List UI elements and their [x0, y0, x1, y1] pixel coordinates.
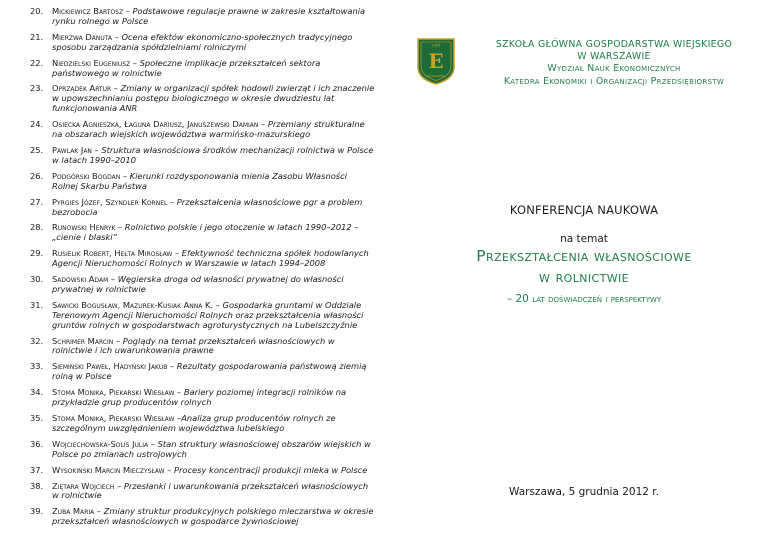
entry-separator: – [115, 222, 125, 233]
entry-body [52, 275, 375, 295]
entry-authors: Pawlak Jan [52, 144, 92, 155]
entry-title: Analiza grup producentów rolnych ze szczególnym uwzględnieniem województwa lubelskiego [52, 413, 336, 433]
logo-letter: E [428, 49, 444, 73]
entry-title: Zmiany struktur produkcyjnych polskiego mleczarstwa w okresie przekształceń własnościowych w gospodarce żywnościowej [52, 506, 374, 527]
program-entry [30, 198, 375, 218]
conference-title-line1: Przekształcenia własnościowe [476, 247, 692, 265]
topic-intro: na temat [560, 233, 608, 245]
program-entry [30, 337, 375, 357]
entry-body [52, 301, 375, 331]
entry-number: 20. [30, 6, 44, 16]
entry-authors: Pyrgies Józef, Szyndler Kornel [52, 196, 168, 207]
conference-title [400, 246, 768, 288]
program-entry [30, 84, 375, 114]
entry-body [52, 172, 375, 192]
entry-body [52, 337, 375, 357]
program-entry [30, 223, 375, 243]
entry-authors: Schrimer Marcin [52, 335, 114, 346]
entry-authors: Stoma Monika, Piekarski Wiesław [52, 387, 175, 398]
entry-authors: Osiecka Agnieszka, Łaguna Dariusz, Januszewski Damian [52, 119, 259, 130]
entry-separator: – [167, 196, 177, 207]
entry-title: Rezultaty gospodarowania państwową ziemią rolną w Polsce [52, 361, 367, 382]
entry-number: 33. [30, 361, 44, 372]
entry-authors: Podgórski Bogdan [52, 170, 121, 181]
program-entry [30, 466, 375, 476]
entry-number: 26. [30, 170, 44, 181]
entry-number: 38. [30, 480, 44, 491]
program-entry [30, 33, 375, 53]
contributions-list [30, 7, 375, 533]
entry-separator: – [174, 387, 184, 398]
entry-authors: Rusielik Robert, Hełta Mirosław [52, 248, 173, 259]
school-header [460, 39, 768, 88]
program-entry [30, 7, 375, 27]
entry-number: 37. [30, 464, 44, 475]
entry-number: 23. [30, 83, 44, 94]
entry-authors: Wysokiński Marcin Mieczysław [52, 464, 165, 475]
entry-authors: Runowski Henryk [52, 222, 116, 233]
entry-body [52, 507, 375, 527]
entry-body [52, 466, 375, 476]
entry-number: 31. [30, 299, 44, 310]
entry-separator: – [112, 31, 122, 42]
entry-body [52, 59, 375, 79]
entry-title: Ocena efektów ekonomiczno-społecznych tradycyjnego sposobu zarządzania spółdzielniami rolniczymi [52, 31, 353, 52]
entry-authors: Siemiński Paweł, Hadyński Jakub [52, 361, 168, 372]
entry-separator: – [172, 248, 182, 259]
program-entry [30, 482, 375, 502]
entry-number: 36. [30, 438, 44, 449]
entry-title: Bariery poziomej integracji rolników na przykładzie grup producentów rolnych [52, 387, 347, 408]
entry-number: 25. [30, 144, 44, 155]
entry-authors: Stoma Monika, Piekarski Wiesław [52, 413, 175, 423]
entry-number: 22. [30, 57, 44, 68]
entry-title: Zmiany w organizacji spółek hodowli zwierząt i ich znaczenie w upowszechnianiu postępu biologicznego w okresie dwudziestu lat funkcjonowania ANR [52, 83, 375, 114]
entry-authors: Sadowski Adam [52, 274, 109, 285]
entry-title: Efektywność techniczna spółek hodowlanych Agencji Nieruchomości Rolnych w Warszawie w latach 1994–2008 [52, 248, 369, 269]
entry-body [52, 440, 375, 460]
entry-body [52, 7, 375, 27]
entry-title: Przesłanki i uwarunkowania przekształceń własnościowych w rolnictwie [52, 480, 369, 501]
entry-title: Rolnictwo polskie i jego otoczenie w latach 1990–2012 – „cienie i blaski” [52, 222, 359, 243]
school-name: SZKOŁA GŁÓWNA GOSPODARSTWA WIEJSKIEGO [495, 39, 733, 50]
entry-body [52, 249, 375, 269]
entry-separator: – [167, 361, 177, 372]
program-entry [30, 507, 375, 527]
entry-authors: Ziętara Wojciech [52, 480, 115, 491]
entry-separator: – [113, 335, 123, 346]
entry-separator: – [123, 6, 133, 16]
entry-number: 27. [30, 196, 44, 207]
program-entry [30, 414, 375, 434]
entry-number: 35. [30, 413, 44, 423]
entry-title: Węgierska droga od własności prywatnej do własności prywatnej w rolnictwie [52, 274, 344, 294]
entry-body [52, 33, 375, 53]
entry-body [52, 223, 375, 243]
program-entry [30, 59, 375, 79]
entry-body [52, 198, 375, 218]
entry-separator: – [258, 119, 268, 130]
entry-title: Gospodarka gruntami w Oddziale Terenowym Agencji Nieruchomości Rolnych oraz przekształcenia własności gruntów rolnych w gospodarstwach agroturystycznych na Lubelszczyźnie [52, 299, 364, 330]
program-entry [30, 440, 375, 460]
entry-separator: – [130, 57, 140, 68]
entry-number: 30. [30, 274, 44, 285]
entry-separator: – [94, 506, 104, 517]
entry-separator: – [213, 299, 223, 310]
entry-body [52, 388, 375, 408]
program-entry [30, 275, 375, 295]
entry-number: 21. [30, 31, 44, 42]
entry-separator: – [114, 480, 124, 491]
entry-separator: – [111, 83, 121, 94]
entry-separator: – [164, 464, 174, 475]
entry-title: Struktura własnościowa środków mechanizacji rolnictwa w Polsce w latach 1990–2010 [52, 144, 374, 165]
entry-title: Przemiany strukturalne na obszarach wiejskich województwa warmińsko-mazurskiego [52, 119, 365, 140]
entry-body [52, 146, 375, 166]
entry-separator: – [108, 274, 118, 285]
entry-authors: Wojciechowska-Solis Julia [52, 438, 149, 449]
conference-type: KONFERENCJA NAUKOWA [509, 203, 659, 217]
logo-ribbon-bottom: WARSZAWA [427, 74, 445, 78]
entry-separator: – [174, 413, 182, 423]
entry-title: Kierunki rozdysponowania mienia Zasobu Własności Rolnej Skarbu Państwa [52, 170, 347, 191]
conference-title-line2: w rolnictwie [539, 268, 629, 286]
logo-ribbon-top: 1906 [431, 43, 441, 48]
entry-authors: Zuba Maria [52, 506, 95, 517]
entry-title: Podstawowe regulacje prawne w zakresie kształtowania rynku rolnego w Polsce [52, 6, 366, 26]
entry-title: Procesy koncentracji produkcji mleka w Polsce [173, 464, 368, 475]
entry-authors: Sawicki Bogusław, Mazurek-Kusiak Anna K. [52, 299, 214, 310]
program-entry [30, 388, 375, 408]
cover-panel [400, 0, 768, 543]
department-name: Katedra Ekonomiki i Organizacji Przedsiębiorstw [503, 75, 725, 87]
entry-number: 28. [30, 222, 44, 233]
entry-authors: Mickiewicz Bartosz [52, 6, 124, 16]
entry-number: 32. [30, 335, 44, 346]
conference-subtitle: – 20 lat doświadczeń i perspektywy [506, 293, 662, 305]
entry-authors: Niedzielski Eugeniusz [52, 57, 131, 68]
place-and-date: Warszawa, 5 grudnia 2012 r. [509, 486, 659, 498]
program-entry [30, 301, 375, 331]
entry-title: Poglądy na temat przekształceń własnościowych w rolnictwie i ich uwarunkowania prawne [52, 335, 335, 356]
program-entry [30, 120, 375, 140]
faculty-logo [416, 37, 456, 85]
entry-number: 39. [30, 506, 44, 517]
entry-body [52, 482, 375, 502]
faculty-name: Wydział Nauk Ekonomicznych [547, 63, 681, 75]
entry-title: Przekształcenia własnościowe pgr a problem bezrobocia [52, 196, 363, 217]
school-city: W WARSZAWIE [577, 51, 651, 63]
entry-body [52, 84, 375, 114]
entry-body [52, 362, 375, 382]
entry-authors: Oprządek Artur [52, 83, 112, 94]
entry-body [52, 120, 375, 140]
program-entry [30, 249, 375, 269]
entry-title: Stan struktury własnościowej obszarów wiejskich w Polsce po zmianach ustrojowych [52, 438, 371, 459]
entry-number: 34. [30, 387, 44, 398]
program-entry [30, 146, 375, 166]
program-entry [30, 362, 375, 382]
entry-body [52, 414, 375, 434]
entry-number: 29. [30, 248, 44, 259]
entry-title: Społeczne implikacje przekształceń sektora państwowego w rolnictwie [52, 57, 321, 78]
entry-authors: Mierzwa Danuta [52, 31, 113, 42]
entry-number: 24. [30, 119, 44, 130]
entry-separator: – [120, 170, 130, 181]
program-entry [30, 172, 375, 192]
entry-separator: – [91, 144, 102, 155]
entry-separator: – [148, 438, 158, 449]
